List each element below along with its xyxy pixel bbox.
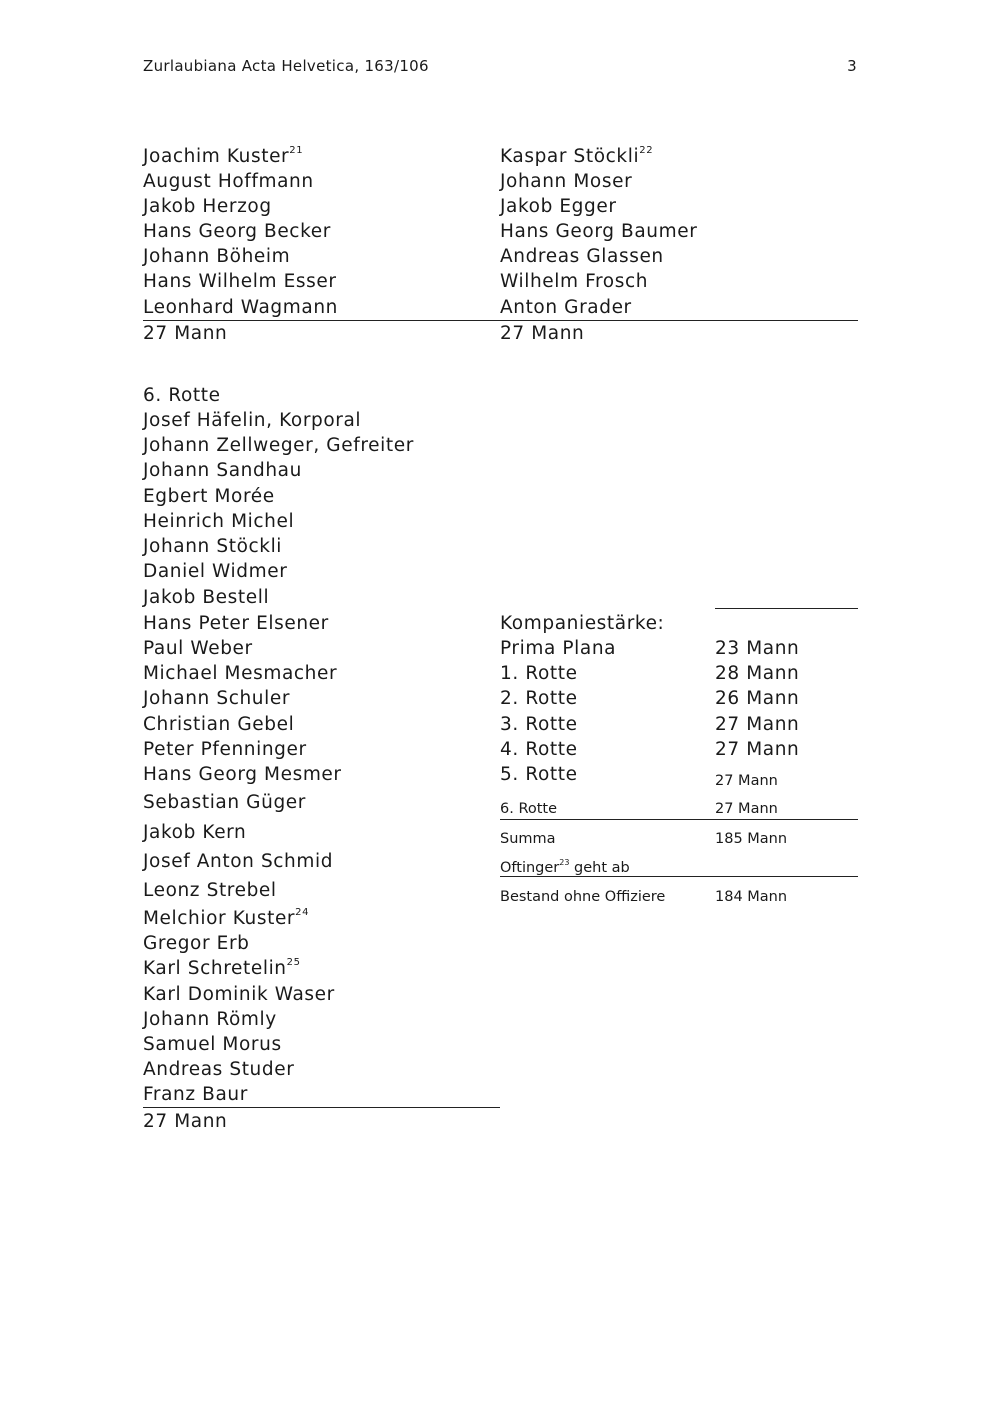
summa-label: Summa bbox=[500, 831, 556, 847]
roster-entry: Karl Schretelin$^{25}$ bbox=[143, 957, 301, 979]
summa-value: 185 Mann bbox=[715, 831, 788, 847]
roster-entry: Jakob Herzog bbox=[143, 196, 272, 217]
footnote-ref[interactable]: 22 bbox=[639, 145, 654, 156]
summary-heading: Kompaniestärke: bbox=[500, 613, 665, 634]
summary-label: 2. Rotte bbox=[500, 688, 578, 709]
bestand-label: Bestand ohne Offiziere bbox=[500, 889, 666, 905]
summary-label: Prima Plana bbox=[500, 638, 617, 659]
summary-value: 27 Mann bbox=[715, 773, 778, 789]
roster-entry: Peter Pfenninger bbox=[143, 739, 307, 760]
footnote-ref[interactable]: 24 bbox=[295, 907, 310, 918]
roster-entry: Samuel Morus bbox=[143, 1034, 282, 1055]
roster-entry: Jakob Bestell bbox=[143, 587, 270, 608]
footnote-ref[interactable]: 25 bbox=[286, 957, 301, 968]
summary-value: 23 Mann bbox=[715, 638, 800, 659]
roster-entry: Josef Anton Schmid bbox=[143, 851, 334, 872]
roster-entry: Johann Schuler bbox=[143, 688, 291, 709]
deduction-note: Oftinger$^{23}$ geht ab bbox=[500, 858, 630, 876]
roster-entry: Johann Zellweger, Gefreiter bbox=[143, 435, 414, 456]
summa-rule bbox=[500, 819, 858, 820]
roster-entry: Jakob Egger bbox=[500, 196, 617, 217]
roster-entry: Andreas Studer bbox=[143, 1059, 295, 1080]
roster-entry: Gregor Erb bbox=[143, 933, 250, 954]
roster-entry: August Hoffmann bbox=[143, 171, 314, 192]
roster-entry: Franz Baur bbox=[143, 1084, 248, 1105]
roster-entry: Johann Sandhau bbox=[143, 460, 302, 481]
summary-label: 6. Rotte bbox=[500, 801, 558, 817]
rotte-total: 27 Mann bbox=[143, 1111, 228, 1132]
roster-entry: Daniel Widmer bbox=[143, 561, 288, 582]
bestand-value: 184 Mann bbox=[715, 889, 788, 905]
roster-entry: Sebastian Güger bbox=[143, 792, 306, 813]
roster-entry: Johann Römly bbox=[143, 1009, 277, 1030]
roster-entry: Johann Moser bbox=[500, 171, 633, 192]
total-rule bbox=[143, 1107, 500, 1108]
summary-value: 27 Mann bbox=[715, 739, 800, 760]
roster-entry: Egbert Morée bbox=[143, 486, 275, 507]
roster-entry: Andreas Glassen bbox=[500, 246, 664, 267]
footnote-ref[interactable]: 23 bbox=[559, 858, 570, 867]
roster-entry: Hans Peter Elsener bbox=[143, 613, 329, 634]
summary-label: 3. Rotte bbox=[500, 714, 578, 735]
roster-entry: Heinrich Michel bbox=[143, 511, 295, 532]
section-heading: 6. Rotte bbox=[143, 385, 221, 406]
summary-value: 26 Mann bbox=[715, 688, 800, 709]
rotte-total: 27 Mann bbox=[500, 323, 585, 344]
roster-entry: Melchior Kuster$^{24}$ bbox=[143, 907, 310, 929]
roster-entry: Paul Weber bbox=[143, 638, 253, 659]
footnote-ref[interactable]: 21 bbox=[289, 145, 304, 156]
roster-entry: Jakob Kern bbox=[143, 822, 247, 843]
roster-entry: Kaspar Stöckli$^{22}$ bbox=[500, 145, 654, 167]
running-header: Zurlaubiana Acta Helvetica, 163/106 bbox=[143, 57, 429, 75]
roster-entry: Hans Georg Becker bbox=[143, 221, 331, 242]
roster-entry: Hans Georg Baumer bbox=[500, 221, 698, 242]
bestand-rule bbox=[500, 876, 858, 877]
rotte-total: 27 Mann bbox=[143, 323, 228, 344]
roster-entry: Karl Dominik Waser bbox=[143, 984, 335, 1005]
roster-entry: Anton Grader bbox=[500, 297, 632, 318]
roster-entry: Leonz Strebel bbox=[143, 880, 277, 901]
roster-entry: Wilhelm Frosch bbox=[500, 271, 649, 292]
roster-entry: Johann Stöckli bbox=[143, 536, 283, 557]
roster-entry: Hans Wilhelm Esser bbox=[143, 271, 337, 292]
summary-label: 5. Rotte bbox=[500, 764, 578, 785]
total-rule bbox=[143, 320, 858, 321]
roster-entry: Joachim Kuster$^{21}$ bbox=[143, 145, 304, 167]
summary-value: 28 Mann bbox=[715, 663, 800, 684]
roster-entry: Leonhard Wagmann bbox=[143, 297, 338, 318]
summary-label: 4. Rotte bbox=[500, 739, 578, 760]
roster-entry: Johann Böheim bbox=[143, 246, 291, 267]
summary-value: 27 Mann bbox=[715, 801, 778, 817]
roster-entry: Michael Mesmacher bbox=[143, 663, 338, 684]
summary-label: 1. Rotte bbox=[500, 663, 578, 684]
roster-entry: Josef Häfelin, Korporal bbox=[143, 410, 362, 431]
summary-top-rule bbox=[715, 608, 858, 609]
roster-entry: Christian Gebel bbox=[143, 714, 295, 735]
page-number: 3 bbox=[847, 57, 857, 75]
summary-value: 27 Mann bbox=[715, 714, 800, 735]
roster-entry: Hans Georg Mesmer bbox=[143, 764, 342, 785]
